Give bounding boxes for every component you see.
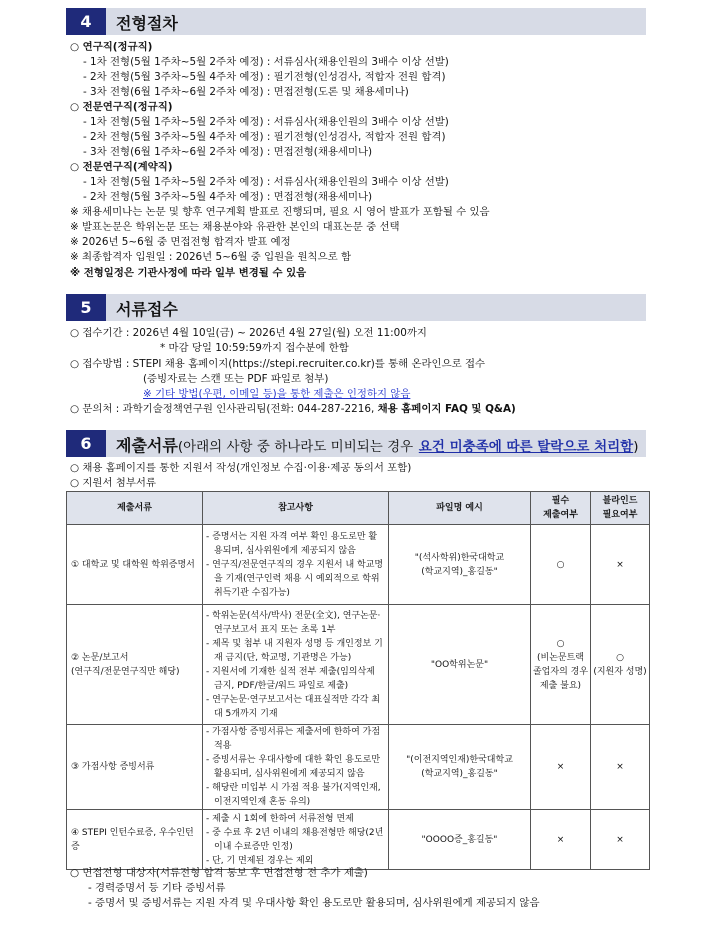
procedure-line: ※ 발표논문은 학위논문 또는 채용분야와 유관한 본인의 대표논문 중 선택 [70, 221, 400, 233]
note-item: - 중 수료 후 2년 이내의 채용전형만 해당(2년 이내 수료증만 인정) [206, 827, 384, 852]
procedure-line: ※ 전형일정은 기관사정에 따라 일부 변경될 수 있음 [70, 267, 307, 279]
section-subtitle: (아래의 사항 중 하나라도 미비되는 경우 [177, 439, 414, 455]
procedure-line: - 3차 전형(6월 1주차~6월 2주차 예정) : 면접전형(채용세미나) [83, 146, 373, 158]
note-item: - 해당란 미입부 시 가점 적용 불가(지역인재, 이전지역인재 혼동 유의) [206, 783, 381, 807]
section-title: 전형절차 [116, 14, 178, 33]
section-highlight: 요건 미충족에 따른 탈락으로 처리함 [418, 439, 634, 455]
table-row [67, 605, 650, 725]
notes-cell [203, 725, 389, 810]
section-bar [106, 294, 646, 321]
header-blind: 블라인드 필요여부 [591, 492, 650, 525]
blind-cell: × [591, 725, 650, 810]
note-item: - 단, 기 면제된 경우는 제외 [206, 855, 314, 866]
procedure-line: - 1차 전형(5월 1주차~5월 2주차 예정) : 서류심사(채용인원의 3배수 이상 선발) [83, 56, 449, 68]
procedure-line: ○ 연구직(정규직) [70, 41, 153, 53]
procedure-line: ※ 2026년 5~6월 중 면접전형 합격자 발표 예정 [70, 236, 291, 248]
notes-cell [203, 810, 389, 870]
procedure-line: - 3차 전형(6월 1주차~6월 2주차 예정) : 면접전형(도론 및 채용세미나) [83, 86, 409, 98]
required-cell: × [531, 810, 591, 870]
note-item: - 증명서는 지원 자격 여부 확인 용도로만 활용되며, 심사위원에게 제공되지 않음 [206, 531, 378, 556]
section-bar [106, 8, 646, 35]
procedure-line: - 2차 전형(5월 3주차~5월 4주차 예정) : 필기전형(인성검사, 적합자 전원 합격) [83, 131, 446, 143]
file-example-cell: "OOOO증_홍길동" [389, 810, 531, 870]
header-file: 파일명 예시 [389, 492, 531, 525]
file-example-cell: "OO학위논문" [389, 605, 531, 725]
contact-text: ○ 문의처 : 과학기술정책연구원 인사관리팀(전화: 044-287-2216, [70, 403, 375, 415]
method-warning-link[interactable]: ※ 기타 방법(우편, 이메일 등)을 통한 제출은 인정하지 않음 [143, 388, 411, 400]
file-example-cell: "(이전지역인재)한국대학교 (학교지역)_홍길동" [389, 725, 531, 810]
note-item: - 증빙서류는 우대사항에 대한 확인 용도로만 활용되며, 심사위원에게 제공되지 않음 [206, 755, 381, 779]
procedure-line: ○ 전문연구직(계약직) [70, 161, 173, 173]
header-notes: 참고사항 [203, 492, 389, 525]
section-title: 서류접수 [116, 300, 178, 319]
section-number: 6 [66, 430, 106, 457]
deadline-note: * 마감 당일 10:59:59까지 접수분에 한함 [160, 342, 349, 354]
attachments-line: ○ 지원서 첨부서류 [70, 477, 156, 489]
doc-cell: ① 대학교 및 대학원 학위증명서 [67, 525, 203, 605]
note-item: - 연구직/전문연구직의 경우 지원서 내 학교명을 기재(연구인력 채용 시 예외적으로 학위취득기관 수집가능) [206, 559, 384, 598]
contact-bold: 채용 홈페이지 FAQ 및 Q&A) [377, 403, 516, 415]
section-number: 5 [66, 294, 106, 321]
header-required: 필수 제출여부 [531, 492, 591, 525]
section-close: ) [633, 439, 639, 455]
footer-line: ○ 면접전형 대상자(서류전형 합격 통보 후 면접전형 전 추가 제출) [70, 867, 368, 879]
table-body [67, 525, 650, 870]
method-note: (증빙자료는 스캔 또는 PDF 파일로 첨부) [143, 373, 329, 385]
period-line: ○ 접수기간 : 2026년 4월 10일(금) ~ 2026년 4월 27일(월) 오전 11:00까지 [70, 327, 427, 339]
procedure-line: ※ 채용세미나는 논문 및 향후 연구계획 발표로 진행되며, 필요 시 영어 발표가 포함될 수 있음 [70, 206, 490, 218]
section-number: 4 [66, 8, 106, 35]
footer-line: - 증명서 및 증빙서류는 지원 자격 및 우대사항 확인 용도로만 활용되며, 심사위원에게 제공되지 않음 [88, 897, 540, 909]
table-header-row [67, 492, 650, 525]
method-line: ○ 접수방법 : STEPI 채용 홈페이지(https://stepi.recruiter.co.kr)를 통해 온라인으로 접수 [70, 358, 486, 370]
file-example-cell: "(석사학위)한국대학교 (학교지역)_홍길동" [389, 525, 531, 605]
doc-cell: ④ STEPI 인턴수료증, 우수인턴증 [67, 810, 203, 870]
section-4-header [66, 8, 646, 35]
table-row [67, 525, 650, 605]
procedure-line: - 2차 전형(5월 3주차~5월 4주차 예정) : 면접전형(채용세미나) [83, 191, 373, 203]
doc-cell: ② 논문/보고서 (연구직/전문연구직만 해당) [67, 605, 203, 725]
table-row [67, 810, 650, 870]
blind-cell: × [591, 525, 650, 605]
footer-line: - 경력증명서 등 기타 증빙서류 [88, 882, 226, 894]
section-5-header [66, 294, 646, 321]
doc-cell: ③ 가점사항 증빙서류 [67, 725, 203, 810]
note-item: - 지원서에 기재한 실적 전부 제출(임의삭제 금지, PDF/한글/워드 파일로 제출) [206, 666, 375, 691]
note-item: - 학위논문(석사/박사) 전문(全文), 연구논문·연구보고서 표지 또는 초록 1부 [206, 610, 381, 635]
procedure-line: - 1차 전형(5월 1주차~5월 2주차 예정) : 서류심사(채용인원의 3배수 이상 선발) [83, 176, 449, 188]
required-cell: ○ (비논문트랙 졸업자의 경우 제출 불요) [531, 605, 591, 725]
blind-cell: × [591, 810, 650, 870]
required-cell: × [531, 725, 591, 810]
procedure-line: - 2차 전형(5월 3주차~5월 4주차 예정) : 필기전형(인성검사, 적합자 전원 합격) [83, 71, 446, 83]
section-title [116, 433, 639, 456]
section-title-text: 제출서류 [116, 436, 178, 455]
notes-cell [203, 605, 389, 725]
notes-cell [203, 525, 389, 605]
note-item: - 가점사항 증빙서류는 제출서에 한하여 가점 적용 [206, 727, 381, 751]
note-item: - 연구논문·연구보고서는 대표실적만 각각 최대 5개까지 기재 [206, 694, 381, 719]
blind-cell: ○ (지원자 성명) [591, 605, 650, 725]
documents-table [66, 491, 650, 870]
procedure-line: ※ 최종합격자 입원일 : 2026년 5~6월 중 입원을 원칙으로 함 [70, 251, 352, 263]
note-item: - 제목 및 첨부 내 지원자 성명 등 개인정보 기재 금지(단, 학교명, 기관명은 가능) [206, 638, 383, 663]
procedure-line: - 1차 전형(5월 1주차~5월 2주차 예정) : 서류심사(채용인원의 3배수 이상 선발) [83, 116, 449, 128]
procedure-line: ○ 전문연구직(정규직) [70, 101, 173, 113]
required-cell: ○ [531, 525, 591, 605]
table-row [67, 725, 650, 810]
contact-line [70, 402, 516, 417]
header-doc: 제출서류 [67, 492, 203, 525]
section-6-header [66, 430, 646, 457]
note-item: - 제출 시 1회에 한하여 서류전형 면제 [206, 813, 354, 824]
application-line: ○ 채용 홈페이지를 통한 지원서 작성(개인정보 수집·이용·제공 동의서 포함) [70, 462, 412, 474]
